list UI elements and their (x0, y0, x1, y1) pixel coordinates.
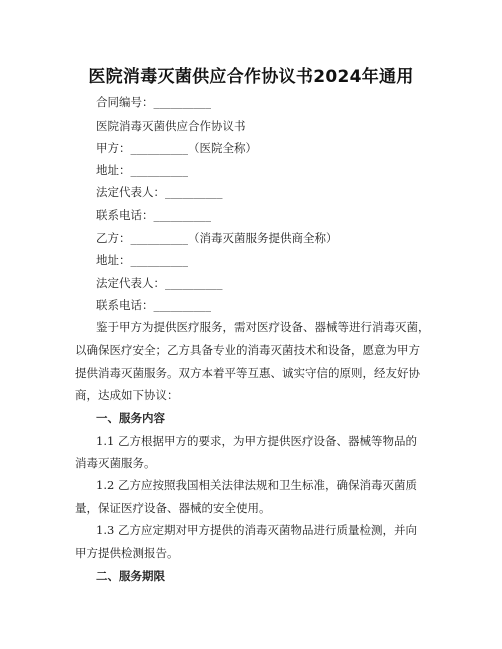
clause-line: 甲方提供检测报告。 (75, 546, 179, 560)
preamble-line: 鉴于甲方为提供医疗服务，需对医疗设备、器械等进行消毒灭菌， (96, 320, 430, 334)
preamble-line: 商，达成如下协议： (75, 388, 179, 402)
party-b-phone-line: 联系电话：__________ (96, 298, 211, 312)
party-b-address-line: 地址：__________ (96, 253, 188, 267)
party-a-representative-line: 法定代表人：__________ (96, 185, 223, 199)
party-b-representative-line: 法定代表人：__________ (96, 276, 223, 290)
agreement-name-line: 医院消毒灭菌供应合作协议书 (96, 119, 246, 133)
section-heading: 一、服务内容 (96, 411, 165, 425)
party-b-line: 乙方：__________（消毒灭菌服务提供商全称） (96, 231, 338, 245)
party-a-address-line: 地址：__________ (96, 163, 188, 177)
clause-line: 1.2 乙方应按照我国相关法律法规和卫生标准，确保消毒灭菌质 (96, 478, 417, 492)
clause-line: 量，保证医疗设备、器械的安全使用。 (75, 501, 271, 515)
clause-line: 消毒灭菌服务。 (75, 456, 156, 470)
document-title: 医院消毒灭菌供应合作协议书2024年通用 (88, 67, 414, 87)
party-a-phone-line: 联系电话：__________ (96, 208, 211, 222)
clause-line: 1.3 乙方应定期对甲方提供的消毒灭菌物品进行质量检测，并向 (96, 523, 417, 537)
clause-line: 1.1 乙方根据甲方的要求，为甲方提供医疗设备、器械等物品的 (96, 434, 417, 448)
contract-number-line: 合同编号：__________ (96, 95, 211, 109)
section-heading: 二、服务期限 (96, 569, 165, 583)
preamble-line: 以确保医疗安全；乙方具备专业的消毒灭菌技术和设备，愿意为甲方 (75, 343, 420, 357)
preamble-line: 提供消毒灭菌服务。双方本着平等互惠、诚实守信的原则，经友好协 (75, 366, 420, 380)
party-a-line: 甲方：__________（医院全称） (96, 141, 257, 155)
